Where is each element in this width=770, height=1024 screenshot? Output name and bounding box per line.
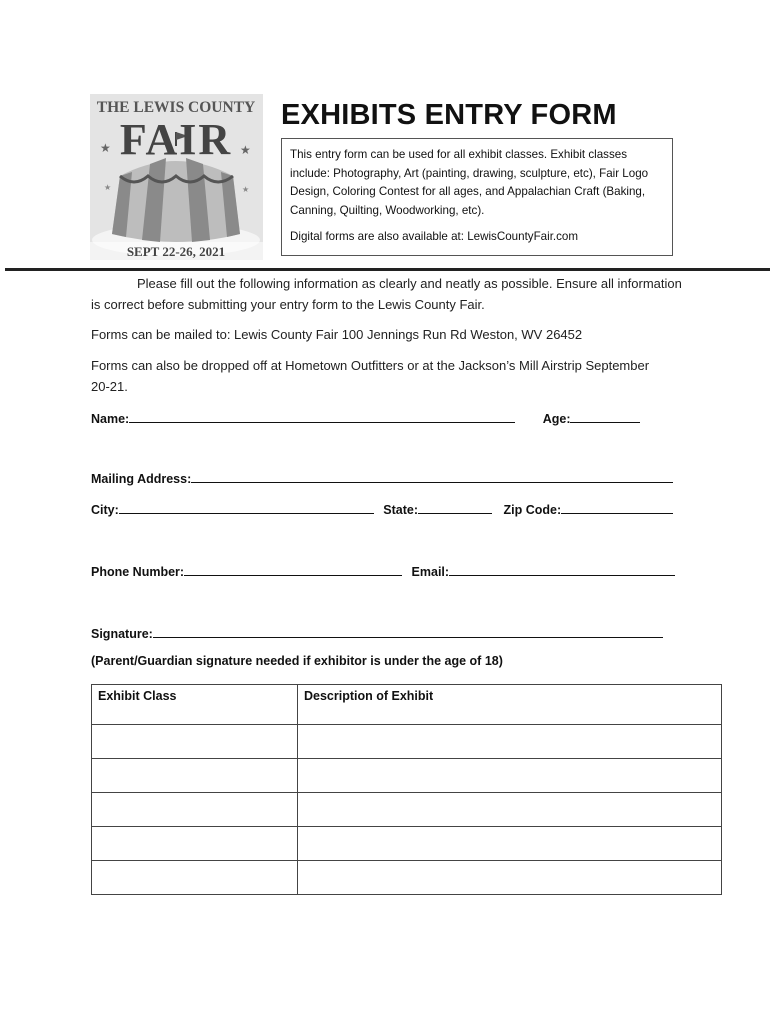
- exhibit-class-cell[interactable]: [92, 725, 298, 759]
- signature-label: Signature:: [91, 627, 153, 641]
- description-header: Description of Exhibit: [298, 685, 722, 725]
- info-description: This entry form can be used for all exhibit classes. Exhibit classes include: Photography, Art (painting, drawing, sculpture, etc), Fair Logo Design, Coloring Contest for all ages, and Appalachian Craft (Baking, Canning, Quilting, Woodworking, etc).: [290, 148, 649, 217]
- exhibit-class-cell[interactable]: [92, 827, 298, 861]
- city-label: City:: [91, 503, 119, 517]
- svg-text:★: ★: [104, 183, 112, 192]
- phone-label: Phone Number:: [91, 565, 185, 579]
- description-cell[interactable]: [298, 793, 722, 827]
- mailing-address-field[interactable]: [191, 470, 673, 483]
- circus-tent-logo: [90, 94, 263, 260]
- address-row: [91, 470, 691, 486]
- age-label: Age:: [542, 412, 571, 426]
- phone-email-row: [91, 563, 691, 579]
- fair-logo: [90, 94, 263, 260]
- page-title: EXHIBITS ENTRY FORM: [281, 99, 617, 131]
- description-cell[interactable]: [298, 861, 722, 895]
- city-state-zip-row: [91, 501, 691, 517]
- name-age-row: [91, 410, 691, 426]
- exhibit-table: [91, 684, 722, 895]
- exhibit-class-header: Exhibit Class: [92, 685, 298, 725]
- info-box: [281, 138, 673, 256]
- divider: [5, 268, 770, 271]
- description-cell[interactable]: [298, 827, 722, 861]
- city-field[interactable]: [119, 501, 374, 514]
- exhibit-class-cell[interactable]: [92, 793, 298, 827]
- state-label: State:: [383, 503, 418, 517]
- phone-field[interactable]: [184, 563, 402, 576]
- description-cell[interactable]: [298, 725, 722, 759]
- dropoff-text: Forms can also be dropped off at Hometown Outfitters or at the Jackson’s Mill Airstrip September 20-21.: [91, 358, 650, 394]
- description-cell[interactable]: [298, 759, 722, 793]
- intro-text: Please fill out the following information as clearly and neatly as possible. Ensure all information is correct before submitting your entry form to the Lewis County Fair.: [91, 276, 682, 312]
- email-field[interactable]: [449, 563, 675, 576]
- table-row: [92, 759, 722, 793]
- table-row: [92, 861, 722, 895]
- table-row: [92, 725, 722, 759]
- state-field[interactable]: [418, 501, 492, 514]
- svg-text:★: ★: [240, 143, 251, 157]
- mailing-address-label: Mailing Address:: [91, 472, 192, 486]
- info-digital: Digital forms are also available at: LewisCountyFair.com: [290, 230, 579, 243]
- mail-text: Forms can be mailed to: Lewis County Fair 100 Jennings Run Rd Weston, WV 26452: [91, 327, 583, 342]
- logo-line1: THE LEWIS COUNTY: [96, 99, 256, 116]
- exhibit-class-cell[interactable]: [92, 759, 298, 793]
- signature-field[interactable]: [153, 625, 663, 638]
- signature-row: [91, 625, 691, 641]
- name-label: Name:: [91, 412, 130, 426]
- exhibit-class-cell[interactable]: [92, 861, 298, 895]
- table-row: [92, 827, 722, 861]
- age-field[interactable]: [570, 410, 640, 423]
- zip-field[interactable]: [561, 501, 673, 514]
- name-field[interactable]: [129, 410, 515, 423]
- svg-text:★: ★: [242, 185, 250, 194]
- guardian-note: (Parent/Guardian signature needed if exhibitor is under the age of 18): [91, 654, 503, 668]
- table-row: [92, 793, 722, 827]
- logo-line2: FAIR: [119, 115, 233, 164]
- svg-text:★: ★: [100, 141, 111, 155]
- zip-label: Zip Code:: [503, 503, 562, 517]
- table-header-row: [92, 685, 722, 725]
- logo-dates: SEPT 22-26, 2021: [126, 244, 226, 259]
- email-label: Email:: [411, 565, 450, 579]
